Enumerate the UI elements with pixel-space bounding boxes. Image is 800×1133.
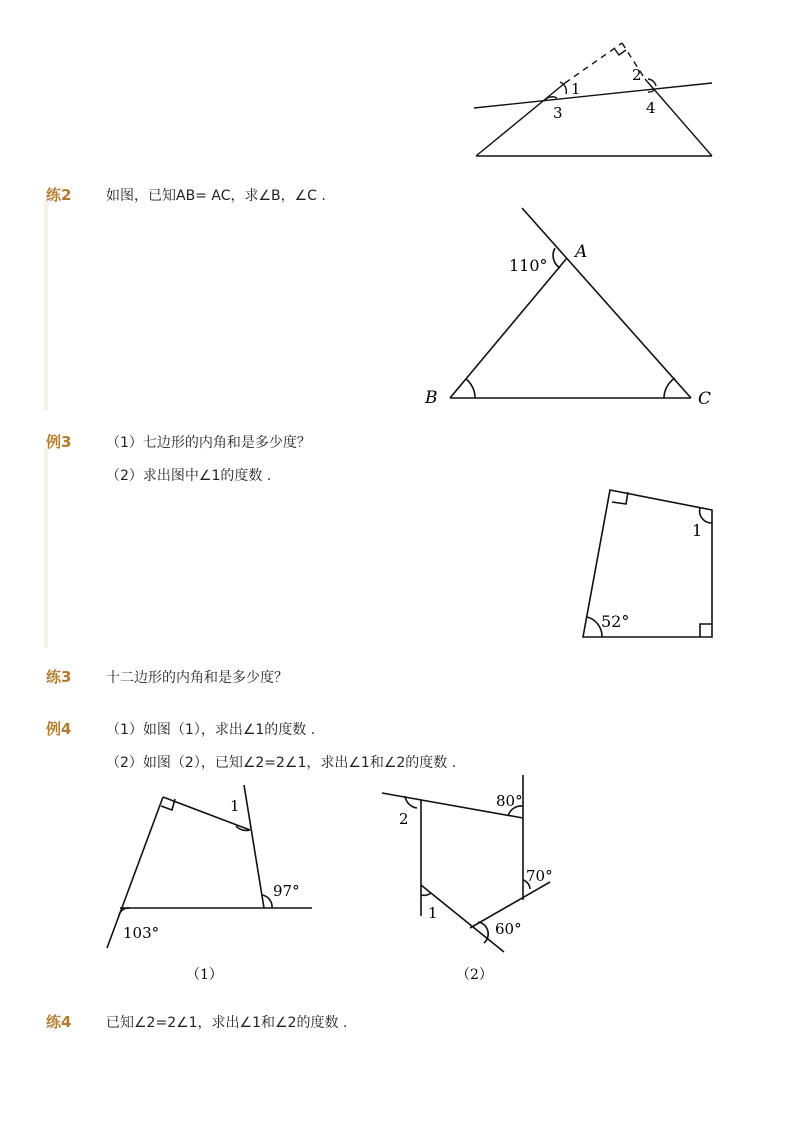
vertex-c: C [698,389,712,409]
example-q1-li4: （1）如图（1），求出∠1的度数 . [106,722,316,738]
mark-3: 3 [553,104,563,122]
exercise-label-lian2: 练2 [46,186,72,204]
exercise-text-lian2: 如图，已知AB= AC，求∠B，∠C . [106,188,326,204]
angle-arc-c [664,378,675,398]
angle-110: 110° [509,256,548,275]
mark-2: 2 [632,66,642,84]
right-angle-bottom [700,624,712,637]
triangle-right-side [645,79,712,156]
angle-label-1: 1 [692,521,703,540]
vertex-b: B [425,388,438,408]
example-label-li4: 例4 [46,720,72,738]
triangle-left-side [476,83,565,156]
side-ab [450,258,567,398]
angle-arc-1 [421,893,431,895]
figure-caption-1: （1） [186,967,223,983]
angle-label-52: 52° [601,612,630,631]
angle-label-60: 60° [495,920,522,938]
transversal-line [474,83,712,108]
dashed-left [565,43,622,83]
angle-arc-2 [648,79,656,86]
mark-4: 4 [646,99,656,117]
angle-label-2: 2 [399,810,409,828]
angle-arc-b [466,379,475,398]
example-label-li3: 例3 [46,433,72,451]
angle-arc-52 [587,617,602,637]
exercise-label-lian3: 练3 [46,668,72,686]
example-q2-li3: （2）求出图中∠1的度数 . [106,468,272,484]
figure-li4-2 [0,775,800,995]
exercise-text-lian4: 已知∠2=2∠1，求出∠1和∠2的度数 . [106,1015,348,1031]
side-ac-extended [522,208,691,398]
figure-caption-2: （2） [456,967,493,983]
vertex-a: A [575,242,588,262]
example-q2-li4: （2）如图（2），已知∠2=2∠1，求出∠1和∠2的度数 . [106,755,457,771]
exercise-label-lian4: 练4 [46,1013,72,1031]
figure-quadrilateral [0,480,800,650]
exercise-text-lian3: 十二边形的内角和是多少度？ [106,670,288,686]
angle-arc-110 [553,248,560,268]
mark-1: 1 [571,80,581,98]
angle-label-103: 103° [123,924,160,942]
angle-label-80: 80° [496,792,523,810]
angle-label-1: 1 [428,904,438,922]
angle-label-1: 1 [230,797,240,815]
angle-label-97: 97° [273,882,300,900]
figure-isosceles-triangle [0,200,800,430]
right-angle-mark [614,48,626,55]
example-q1-li3: （1）七边形的内角和是多少度？ [106,435,311,451]
angle-label-70: 70° [526,867,553,885]
angle-arc-1 [560,82,566,94]
figure-top-triangle [0,0,800,170]
